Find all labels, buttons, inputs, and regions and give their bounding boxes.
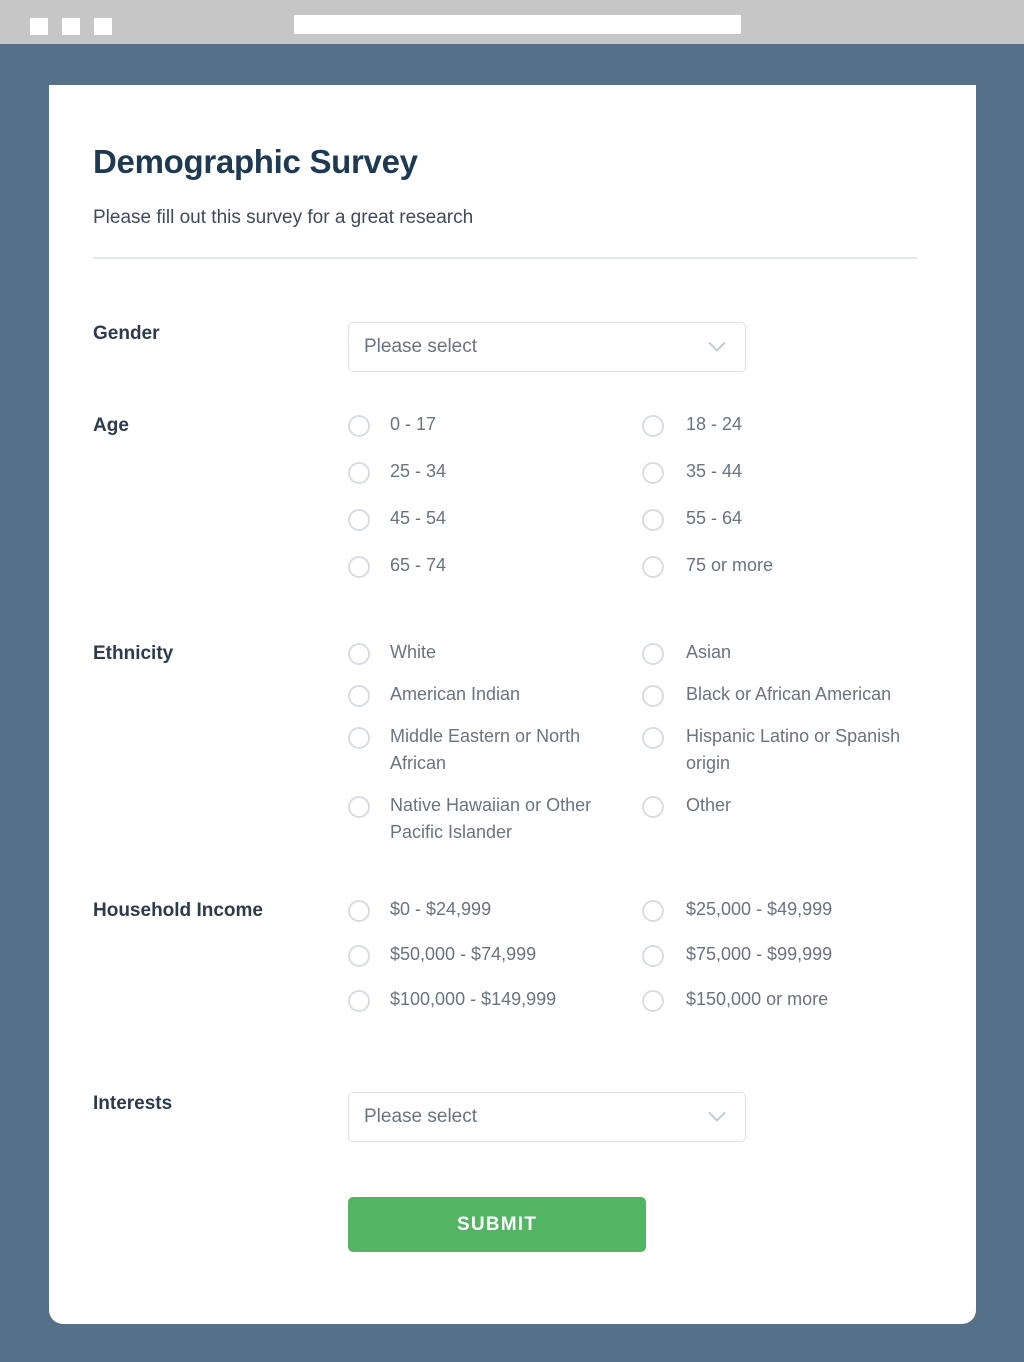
radio-circle-icon[interactable] [348, 727, 370, 749]
radio-circle-icon[interactable] [348, 945, 370, 967]
gender-select[interactable] [348, 322, 746, 372]
survey-card [49, 85, 976, 1324]
radio-label: Asian [686, 642, 732, 662]
window-controls [30, 18, 112, 35]
interests-select-value: Please select [364, 1106, 478, 1127]
radio-label: Middle Eastern or North African [390, 726, 581, 773]
radio-option[interactable] [348, 508, 642, 532]
interests-select[interactable] [348, 1092, 746, 1142]
radio-circle-icon[interactable] [642, 462, 664, 484]
radio-circle-icon[interactable] [642, 900, 664, 922]
radio-label: Black or African American [686, 684, 892, 704]
radio-circle-icon[interactable] [642, 643, 664, 665]
radio-label: 35 - 44 [686, 461, 743, 481]
radio-circle-icon[interactable] [642, 685, 664, 707]
radio-circle-icon[interactable] [348, 556, 370, 578]
radio-option[interactable] [642, 555, 932, 579]
radio-label: $25,000 - $49,999 [686, 899, 833, 919]
radio-option[interactable] [642, 899, 932, 923]
radio-option[interactable] [348, 684, 642, 708]
radio-option[interactable] [642, 461, 932, 485]
income-radio-group [348, 899, 932, 1034]
field-row-interests [93, 1092, 932, 1142]
radio-label: $50,000 - $74,999 [390, 944, 537, 964]
label-interests: Interests [93, 1093, 173, 1114]
field-row-ethnicity [93, 642, 932, 864]
header-divider [93, 257, 917, 259]
field-row-age [93, 414, 932, 602]
chevron-down-icon [708, 1112, 726, 1123]
radio-option[interactable] [642, 989, 932, 1013]
radio-circle-icon[interactable] [642, 415, 664, 437]
field-row-household-income [93, 899, 932, 1034]
ethnicity-radio-group [348, 642, 932, 864]
window-control-close[interactable] [30, 18, 48, 35]
window-control-minimize[interactable] [62, 18, 80, 35]
radio-option[interactable] [642, 414, 932, 438]
radio-option[interactable] [348, 899, 642, 923]
ethnicity-column-right [642, 642, 932, 864]
radio-label: 45 - 54 [390, 508, 447, 528]
page-title: Demographic Survey [93, 143, 418, 180]
radio-circle-icon[interactable] [642, 727, 664, 749]
radio-circle-icon[interactable] [348, 643, 370, 665]
radio-label: $100,000 - $149,999 [390, 989, 557, 1009]
submit-row [93, 1197, 932, 1252]
radio-option[interactable] [348, 461, 642, 485]
radio-label: 65 - 74 [390, 555, 447, 575]
radio-label: 0 - 17 [390, 414, 437, 434]
ethnicity-column-left [348, 642, 642, 864]
income-column-right [642, 899, 932, 1034]
label-gender: Gender [93, 323, 160, 344]
radio-label: Other [686, 795, 732, 815]
radio-label: 55 - 64 [686, 508, 743, 528]
radio-circle-icon[interactable] [642, 945, 664, 967]
age-column-right [642, 414, 932, 602]
radio-label: $75,000 - $99,999 [686, 944, 833, 964]
radio-circle-icon[interactable] [348, 990, 370, 1012]
radio-option[interactable] [348, 726, 642, 777]
radio-option[interactable] [348, 795, 642, 846]
radio-circle-icon[interactable] [348, 900, 370, 922]
radio-option[interactable] [348, 944, 642, 968]
radio-circle-icon[interactable] [642, 556, 664, 578]
radio-option[interactable] [348, 555, 642, 579]
label-age: Age [93, 415, 129, 436]
label-ethnicity: Ethnicity [93, 643, 174, 664]
browser-chrome-bar [0, 0, 1024, 44]
window-control-maximize[interactable] [94, 18, 112, 35]
radio-label: American Indian [390, 684, 521, 704]
radio-option[interactable] [642, 795, 932, 819]
submit-button[interactable]: SUBMIT [348, 1197, 646, 1252]
radio-label: $150,000 or more [686, 989, 829, 1009]
radio-option[interactable] [348, 414, 642, 438]
label-household-income: Household Income [93, 900, 263, 921]
url-bar[interactable] [294, 15, 741, 34]
radio-circle-icon[interactable] [642, 796, 664, 818]
radio-label: Hispanic Latino or Spanish origin [686, 726, 901, 773]
radio-option[interactable] [642, 944, 932, 968]
radio-label: 75 or more [686, 555, 774, 575]
chevron-down-icon [708, 342, 726, 353]
radio-label: Native Hawaiian or Other Pacific Islander [390, 795, 592, 842]
radio-label: 25 - 34 [390, 461, 447, 481]
radio-circle-icon[interactable] [642, 990, 664, 1012]
radio-option[interactable] [642, 642, 932, 666]
radio-option[interactable] [642, 508, 932, 532]
age-column-left [348, 414, 642, 602]
radio-option[interactable] [348, 989, 642, 1013]
radio-option[interactable] [642, 684, 932, 708]
radio-circle-icon[interactable] [348, 796, 370, 818]
radio-circle-icon[interactable] [348, 685, 370, 707]
radio-option[interactable] [642, 726, 932, 777]
radio-circle-icon[interactable] [348, 509, 370, 531]
radio-label: 18 - 24 [686, 414, 743, 434]
radio-label: White [390, 642, 437, 662]
income-column-left [348, 899, 642, 1034]
age-radio-group [348, 414, 932, 602]
radio-option[interactable] [348, 642, 642, 666]
field-row-gender [93, 322, 932, 372]
page-subtitle: Please fill out this survey for a great research [93, 207, 474, 228]
radio-circle-icon[interactable] [348, 415, 370, 437]
radio-circle-icon[interactable] [348, 462, 370, 484]
radio-circle-icon[interactable] [642, 509, 664, 531]
gender-select-value: Please select [364, 336, 478, 357]
radio-label: $0 - $24,999 [390, 899, 492, 919]
